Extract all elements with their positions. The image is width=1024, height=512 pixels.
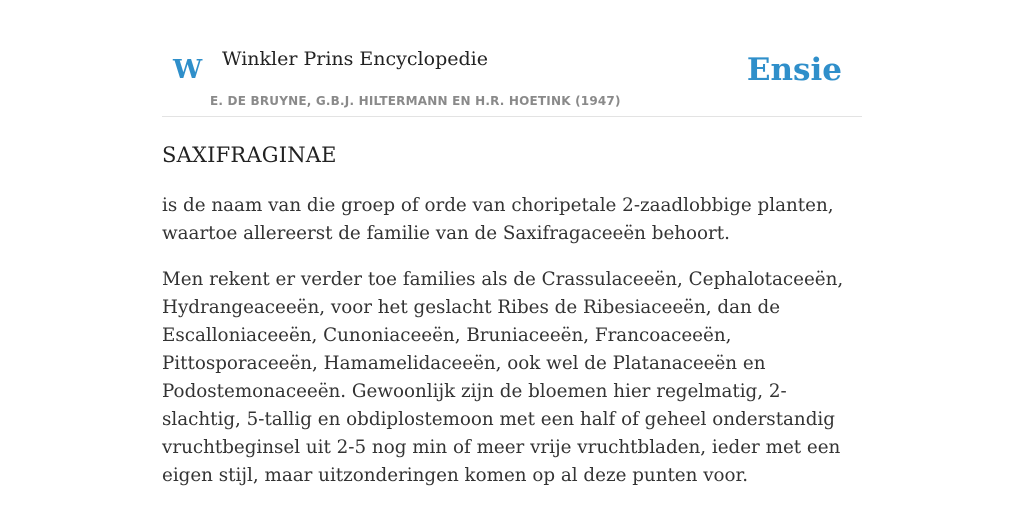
article [162, 138, 862, 490]
source-authors: E. DE BRUYNE, G.B.J. HILTERMANN EN H.R. HOETINK (1947) [210, 94, 621, 108]
ensie-brand-link[interactable]: Ensie [746, 52, 842, 88]
article-paragraph: Men rekent er verder toe families als de Crassulaceeën, Cephalotaceeën, Hydrangeaceeën, voor het geslacht Ribes de Ribesiaceeën, dan de Escalloniaceeën, Cunoniaceeën, Bruniaceeën, Francoaceeën, Pittosporaceeën, Hamamelidaceeën, ook wel de Platanaceeën en Podostemonaceeën. Gewoonlijk zijn de bloemen hier regelmatig, 2-slachtig, 5-tallig en obdiplostemoon met een half of geheel onderstandig vruchtbeginsel uit 2-5 nog min of meer vrije vruchtbladen, ieder met een eigen stijl, maar uitzonderingen komen op al deze punten voor. [162, 269, 844, 486]
source-header [162, 0, 862, 117]
article-title: SAXIFRAGINAE [162, 143, 337, 167]
source-title[interactable]: Winkler Prins Encyclopedie [222, 48, 488, 70]
winkler-prins-logo[interactable]: W [173, 55, 203, 85]
article-paragraph: is de naam van die groep of orde van choripetale 2-zaadlobbige planten, waartoe allereerst de familie van de Saxifragaceeën behoort. [162, 195, 834, 244]
